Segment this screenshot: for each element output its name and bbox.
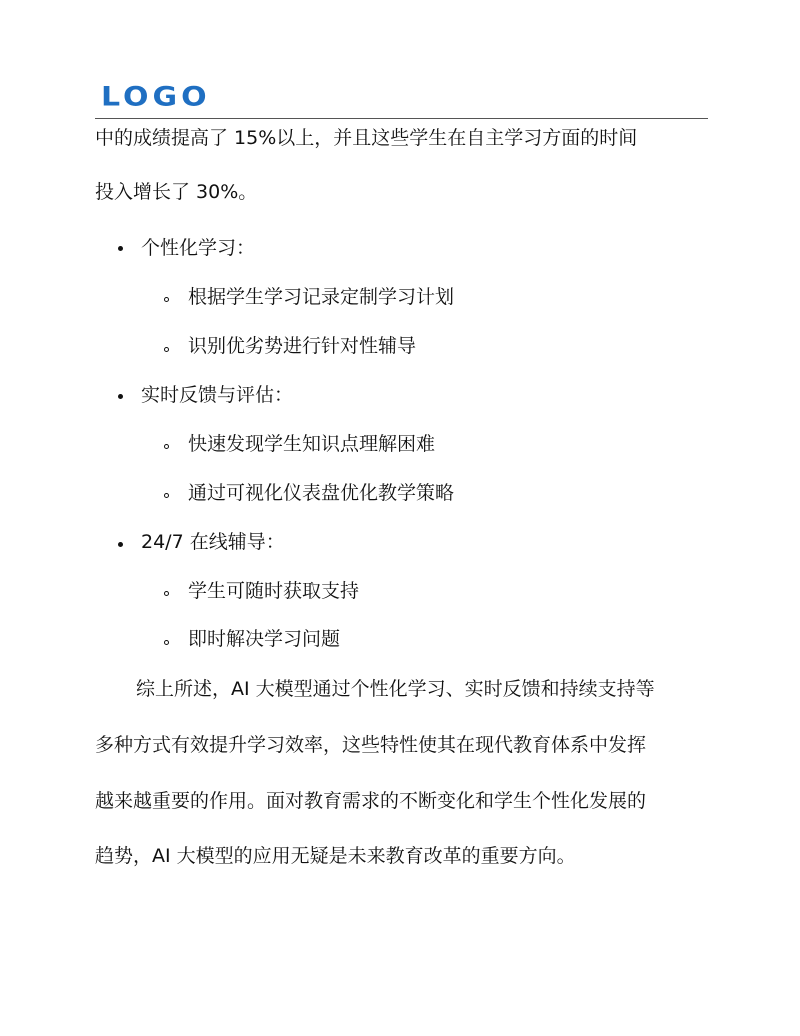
feature-item: 快速发现学生知识点理解困难 xyxy=(188,433,436,455)
bullet-ring-icon xyxy=(164,444,169,449)
bullet-dot-icon xyxy=(118,394,123,399)
bullet-dot-icon xyxy=(118,542,123,547)
bullet-ring-icon xyxy=(164,493,169,498)
bullet-ring-icon xyxy=(164,640,169,645)
page-header xyxy=(95,81,708,119)
bullet-ring-icon xyxy=(164,347,169,352)
bullet-ring-icon xyxy=(164,297,169,302)
feature-title: 实时反馈与评估： xyxy=(141,384,294,406)
feature-title: 个性化学习： xyxy=(141,237,256,259)
conclusion-line: 综上所述，AI 大模型通过个性化学习、实时反馈和持续支持等 xyxy=(136,678,655,700)
conclusion-line: 多种方式有效提升学习效率，这些特性使其在现代教育体系中发挥 xyxy=(95,734,647,756)
bullet-dot-icon xyxy=(118,246,123,251)
feature-item: 识别优劣势进行针对性辅导 xyxy=(188,335,417,357)
feature-title: 24/7 在线辅导： xyxy=(141,531,285,553)
conclusion-line: 越来越重要的作用。面对教育需求的不断变化和学生个性化发展的 xyxy=(95,790,647,812)
conclusion-line: 趋势，AI 大模型的应用无疑是未来教育改革的重要方向。 xyxy=(95,845,576,867)
logo: LOGO xyxy=(101,81,211,113)
bullet-ring-icon xyxy=(164,591,169,596)
intro-line: 投入增长了 30%。 xyxy=(95,181,258,203)
feature-item: 通过可视化仪表盘优化教学策略 xyxy=(188,482,455,504)
intro-line: 中的成绩提高了 15%以上，并且这些学生在自主学习方面的时间 xyxy=(95,127,638,149)
feature-item: 根据学生学习记录定制学习计划 xyxy=(188,286,455,308)
feature-item: 即时解决学习问题 xyxy=(188,628,341,650)
feature-item: 学生可随时获取支持 xyxy=(188,580,360,602)
